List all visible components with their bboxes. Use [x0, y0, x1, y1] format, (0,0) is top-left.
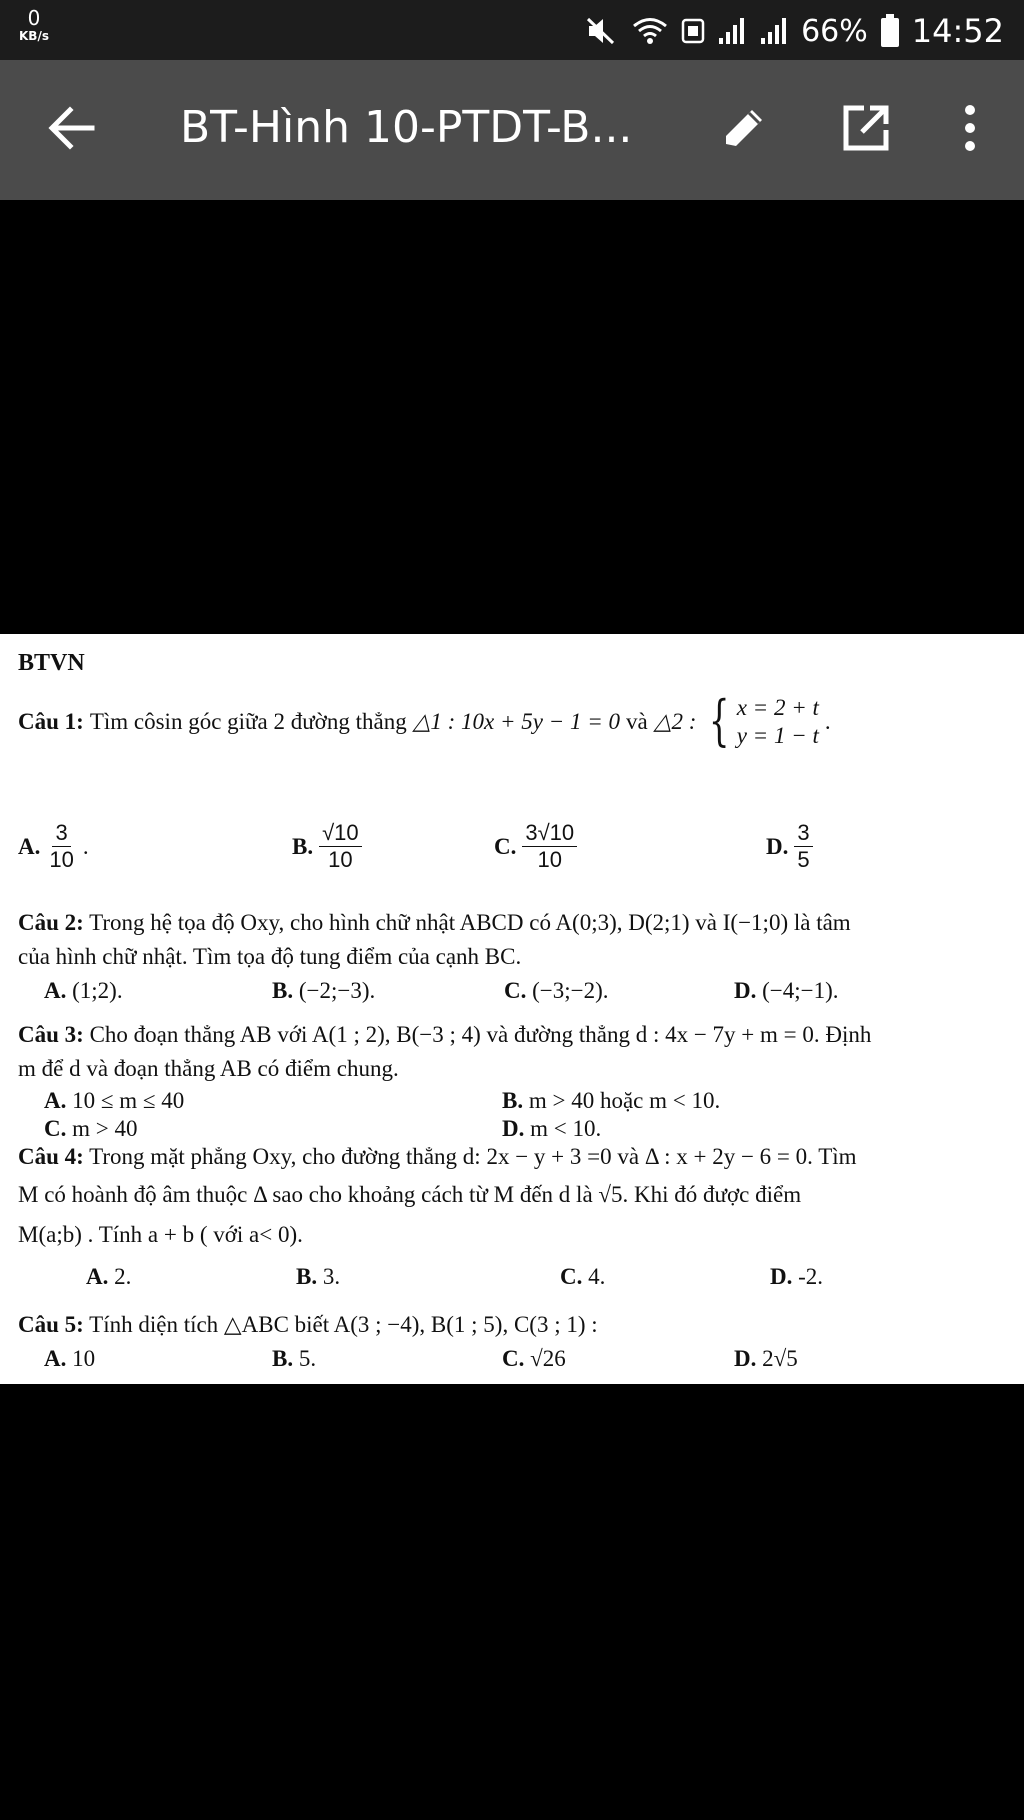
- option-suffix: .: [82, 833, 89, 859]
- numerator: 3: [794, 820, 812, 847]
- question-2-line1: Trong hệ tọa độ Oxy, cho hình chữ nhật ABCD có A(0;3), D(2;1) và I(−1;0) là tâm: [89, 910, 851, 935]
- more-vert-icon[interactable]: [950, 100, 990, 156]
- question-5-label: Câu 5:: [18, 1312, 84, 1337]
- option-label: C.: [494, 833, 517, 859]
- option-2b: [272, 978, 375, 1004]
- option-value: (−2;−3).: [298, 978, 376, 1003]
- denominator: 10: [537, 847, 562, 873]
- option-1c: [494, 820, 577, 874]
- numerator: 3√10: [522, 820, 577, 847]
- hd-icon: [681, 16, 705, 46]
- question-1-label: Câu 1:: [18, 709, 84, 734]
- mute-icon: [585, 16, 619, 46]
- denominator: 10: [49, 847, 74, 873]
- system-line-2: y = 1 − t: [736, 723, 819, 748]
- option-value: m < 10.: [530, 1116, 602, 1141]
- option-value: m > 40 hoặc m < 10.: [528, 1088, 721, 1113]
- question-4-line3: M(a;b) . Tính a + b ( với a< 0).: [18, 1222, 303, 1247]
- option-label: D.: [734, 1346, 757, 1371]
- option-value: 2.: [114, 1264, 132, 1289]
- option-label: A.: [86, 1264, 109, 1289]
- option-label: D.: [734, 978, 757, 1003]
- option-label: D.: [766, 833, 789, 859]
- question-2-label: Câu 2:: [18, 910, 84, 935]
- option-label: A.: [44, 1088, 67, 1113]
- question-4-line1: Trong mặt phẳng Oxy, cho đường thẳng d: 2x − y + 3 =0 và Δ : x + 2y − 6 = 0. Tìm: [89, 1144, 857, 1169]
- option-value: (−4;−1).: [762, 978, 839, 1003]
- option-2c: [504, 978, 609, 1004]
- status-icons: [585, 12, 1004, 50]
- document-title: BT-Hình 10-PTDT-B...: [180, 102, 633, 153]
- question-5: [18, 1312, 598, 1338]
- option-value: 3.: [322, 1264, 341, 1289]
- option-2d: [734, 978, 839, 1004]
- fraction: [319, 820, 362, 874]
- question-1-end: .: [824, 709, 831, 734]
- question-1-line1: △1 : 10x + 5y − 1 = 0: [412, 709, 621, 734]
- option-5c: [502, 1346, 566, 1372]
- option-5d: [734, 1346, 798, 1372]
- question-1: [18, 689, 831, 752]
- pencil-icon[interactable]: [716, 100, 772, 156]
- option-label: A.: [44, 1346, 67, 1371]
- wifi-icon: [631, 16, 669, 46]
- option-3a: [44, 1088, 184, 1114]
- app-toolbar: [0, 60, 1024, 200]
- option-label: B.: [272, 1346, 294, 1371]
- clock-time: 14:52: [911, 12, 1004, 50]
- denominator: 5: [797, 847, 810, 873]
- option-value: √26: [530, 1346, 566, 1371]
- open-external-icon[interactable]: [838, 100, 894, 156]
- option-value: 10: [72, 1346, 96, 1371]
- option-label: C.: [504, 978, 527, 1003]
- option-4a: [86, 1264, 131, 1290]
- option-value: 4.: [588, 1264, 606, 1289]
- signal-icon: [759, 16, 789, 46]
- option-value: 2√5: [762, 1346, 798, 1371]
- network-speed: [14, 8, 54, 42]
- system-line-1: x = 2 + t: [736, 695, 819, 720]
- option-label: A.: [18, 833, 41, 859]
- denominator: 10: [328, 847, 353, 873]
- numerator: 3: [52, 820, 70, 847]
- option-3b: [502, 1088, 720, 1114]
- option-value: -2.: [798, 1264, 824, 1289]
- numerator: √10: [319, 820, 362, 847]
- status-bar: [0, 0, 1024, 60]
- option-label: B.: [502, 1088, 524, 1113]
- option-4b: [296, 1264, 340, 1290]
- document-viewer-blank-area: [0, 200, 1024, 634]
- option-value: 10 ≤ m ≤ 40: [72, 1088, 185, 1113]
- question-5-text: Tính diện tích △ABC biết A(3 ; −4), B(1 ; 5), C(3 ; 1) :: [89, 1312, 598, 1337]
- question-1-system: { x = 2 + t y = 1 − t: [709, 689, 819, 752]
- question-2: [18, 910, 851, 936]
- option-3d: [502, 1116, 601, 1142]
- option-1a: [18, 820, 89, 874]
- option-2a: [44, 978, 123, 1004]
- option-label: B.: [272, 978, 294, 1003]
- option-3c: [44, 1116, 138, 1142]
- option-value: (1;2).: [72, 978, 123, 1003]
- question-3: [18, 1022, 871, 1048]
- option-label: D.: [502, 1116, 525, 1141]
- battery-percent: 66%: [801, 13, 868, 49]
- back-arrow-icon[interactable]: [44, 100, 100, 156]
- question-4: [18, 1144, 857, 1170]
- question-2-line2: của hình chữ nhật. Tìm tọa độ tung điểm của cạnh BC.: [18, 944, 522, 969]
- option-5a: [44, 1346, 95, 1372]
- network-speed-unit: KB/s: [19, 29, 49, 43]
- option-label: C.: [44, 1116, 67, 1141]
- signal-icon: [717, 16, 747, 46]
- document-heading: BTVN: [18, 650, 85, 676]
- document-page[interactable]: [0, 634, 1024, 1384]
- option-value: 5.: [298, 1346, 317, 1371]
- option-label: A.: [44, 978, 67, 1003]
- question-4-label: Câu 4:: [18, 1144, 84, 1169]
- option-label: C.: [560, 1264, 583, 1289]
- option-label: B.: [296, 1264, 318, 1289]
- option-1d: [766, 820, 813, 874]
- option-value: (−3;−2).: [532, 978, 609, 1003]
- fraction: [794, 820, 812, 874]
- option-1b: [292, 820, 362, 874]
- question-1-text: Tìm côsin góc giữa 2 đường thẳng: [89, 709, 407, 734]
- option-label: C.: [502, 1346, 525, 1371]
- network-speed-value: 0: [27, 6, 41, 30]
- option-4c: [560, 1264, 605, 1290]
- option-5b: [272, 1346, 316, 1372]
- question-3-label: Câu 3:: [18, 1022, 84, 1047]
- question-4-line2: M có hoành độ âm thuộc Δ sao cho khoảng cách từ M đến d là √5. Khi đó được điểm: [18, 1182, 802, 1207]
- question-3-line2: m để d và đoạn thẳng AB có điểm chung.: [18, 1056, 399, 1081]
- fraction: [522, 820, 577, 874]
- question-1-line2-name: △2 :: [653, 709, 697, 734]
- option-4d: [770, 1264, 823, 1290]
- option-value: m > 40: [72, 1116, 138, 1141]
- question-3-line1: Cho đoạn thẳng AB với A(1 ; 2), B(−3 ; 4) và đường thẳng d : 4x − 7y + m = 0. Định: [89, 1022, 872, 1047]
- option-label: B.: [292, 833, 314, 859]
- battery-icon: [880, 14, 900, 48]
- question-1-and: và: [626, 709, 648, 734]
- fraction: [46, 820, 76, 874]
- option-label: D.: [770, 1264, 793, 1289]
- document-viewer-blank-area-bottom: [0, 1384, 1024, 1820]
